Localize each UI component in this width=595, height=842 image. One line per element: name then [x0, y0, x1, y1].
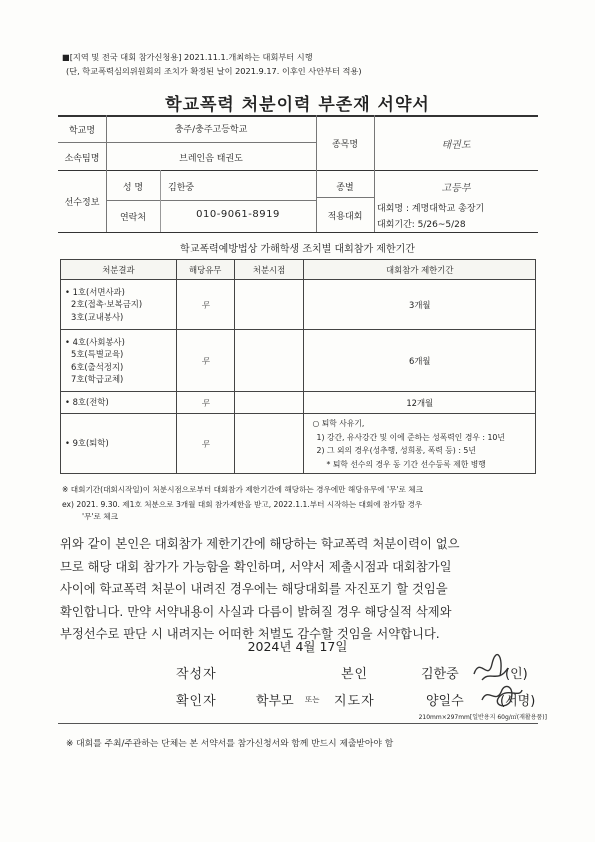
restriction-note-3: '무'로 체크: [82, 512, 118, 521]
period-cell: 6개월: [304, 330, 536, 392]
writer-name: 김한중: [421, 667, 459, 682]
document-title: 학교폭력 처분이력 부존재 서약서: [165, 95, 430, 115]
pledge-text: 위와 같이 본인은 대회참가 제한기간에 해당하는 학교폭력 처분이력이 없으 므로 해당 대회 참가가 가능함을 확인하며, 서약서 제출시점과 대회참가일 사이에 학교폭력 처분이 내려진 경우에는 해당대회를 자진포기 할 것임을 확인합니다. 만약 서약내용이 사실과 다름이 밝혀질 경우 해당실적 삭제와 부정선수로 판단 시 내려지는 어떠한 처벌도 감수할 것임을 서약합니다.: [60, 537, 460, 641]
table-row: [61, 280, 536, 330]
school-label: 학교명: [68, 126, 96, 136]
competition-label: 적용대회: [327, 212, 363, 222]
table-row: [61, 414, 536, 474]
team-label: 소속팀명: [64, 154, 100, 164]
pledge-date: 2024년 4월 17일: [247, 639, 348, 654]
date-cell: [234, 392, 304, 414]
contact-value: 010-9061-8919: [196, 209, 280, 220]
table-header-row: [61, 260, 536, 280]
footer-divider: [58, 723, 538, 724]
applicable-cell: 무: [176, 280, 234, 330]
self-label: 본인: [341, 667, 369, 682]
period-cell: 3개월: [304, 280, 536, 330]
name-value: 김한중: [168, 183, 195, 193]
restriction-note-2: ex) 2021. 9.30. 제1호 처분으로 3개월 대회 참가제한을 받고, 2022.1.1.부터 시작하는 대회에 참가할 경우: [62, 500, 423, 509]
confirmer-signature-mark: [476, 680, 526, 712]
school-value: 충주/충주고등학교: [174, 125, 248, 135]
writer-label: 작성자: [176, 667, 217, 682]
applicable-cell: 무: [176, 414, 234, 474]
table-row: [61, 392, 536, 414]
footer-note: ※ 대회를 주최/주관하는 단체는 본 서약서를 참가신청서와 함께 반드시 제출받아야 함: [66, 739, 394, 749]
result-cell: • 9호(퇴학): [61, 414, 177, 474]
writer-seal: (인): [505, 667, 528, 682]
col-header-result: 처분결과: [61, 260, 177, 280]
applicable-cell: 무: [176, 392, 234, 414]
sport-value: 태권도: [441, 140, 471, 151]
team-value: 브레인음 태권도: [179, 154, 243, 164]
contact-label: 연락처: [119, 213, 147, 223]
period-cell: ○ 퇴학 사유기, 1) 강간, 유사강간 및 이에 준하는 성폭력인 경우 : 10년 2) 그 외의 경우(성추행, 성희롱, 폭력 등) : 5년 * 퇴학 선수의 경우 동 기간 선수등록 제한 병행: [304, 414, 536, 474]
header-note-2: (단, 학교폭력심의위원회의 조치가 확정된 날이 2021.9.17. 이후인 사안부터 적용): [66, 66, 362, 76]
result-cell: • 4호(사회봉사) 5호(특별교육) 6호(출석정지) 7호(학급교체): [61, 330, 177, 392]
col-header-period: 대회참가 제한기간: [304, 260, 536, 280]
table-row: [61, 330, 536, 392]
confirmer-name: 양일수: [426, 694, 464, 709]
coach-label: 지도자: [334, 694, 375, 709]
col-header-applicable: 해당유무: [176, 260, 234, 280]
applicable-cell: 무: [176, 330, 234, 392]
paper-spec: 210mm×297mm[일반용지 60g/㎡(재활용품)]: [418, 714, 547, 721]
category-value: 고등부: [441, 183, 471, 194]
restriction-heading: 학교폭력예방법상 가해학생 조치별 대회참가 제한기간: [180, 244, 415, 255]
result-cell: • 1호(서면사과) 2호(접촉·보복금지) 3호(교내봉사): [61, 280, 177, 330]
date-cell: [234, 280, 304, 330]
parent-label: 학부모: [256, 694, 294, 709]
restriction-note-1: ※ 대회기간(대회시작일)이 처분시점으로부터 대회참가 제한기간에 해당하는 경우에만 해당유무에 '무'로 체크: [62, 485, 423, 494]
date-cell: [234, 330, 304, 392]
competition-name: 대회명 : 계명대학교 총장기: [377, 204, 485, 214]
header-note-1: ■[지역 및 전국 대회 참가신청용] 2021.11.1.개최하는 대회부터 시행: [62, 52, 313, 62]
sport-label: 종목명: [331, 140, 359, 150]
category-label: 종별: [336, 183, 354, 193]
confirmer-seal: (서명): [500, 694, 536, 709]
result-cell: • 8호(전학): [61, 392, 177, 414]
or-label: 또는: [305, 695, 320, 704]
confirmer-label: 확인자: [176, 694, 217, 709]
restriction-table: [60, 259, 536, 474]
date-cell: [234, 414, 304, 474]
athlete-info-label: 선수정보: [64, 198, 100, 208]
period-cell: 12개월: [304, 392, 536, 414]
col-header-date: 처분시점: [234, 260, 304, 280]
name-label: 성 명: [122, 183, 144, 193]
competition-period: 대회기간: 5/26~5/28: [377, 220, 466, 230]
